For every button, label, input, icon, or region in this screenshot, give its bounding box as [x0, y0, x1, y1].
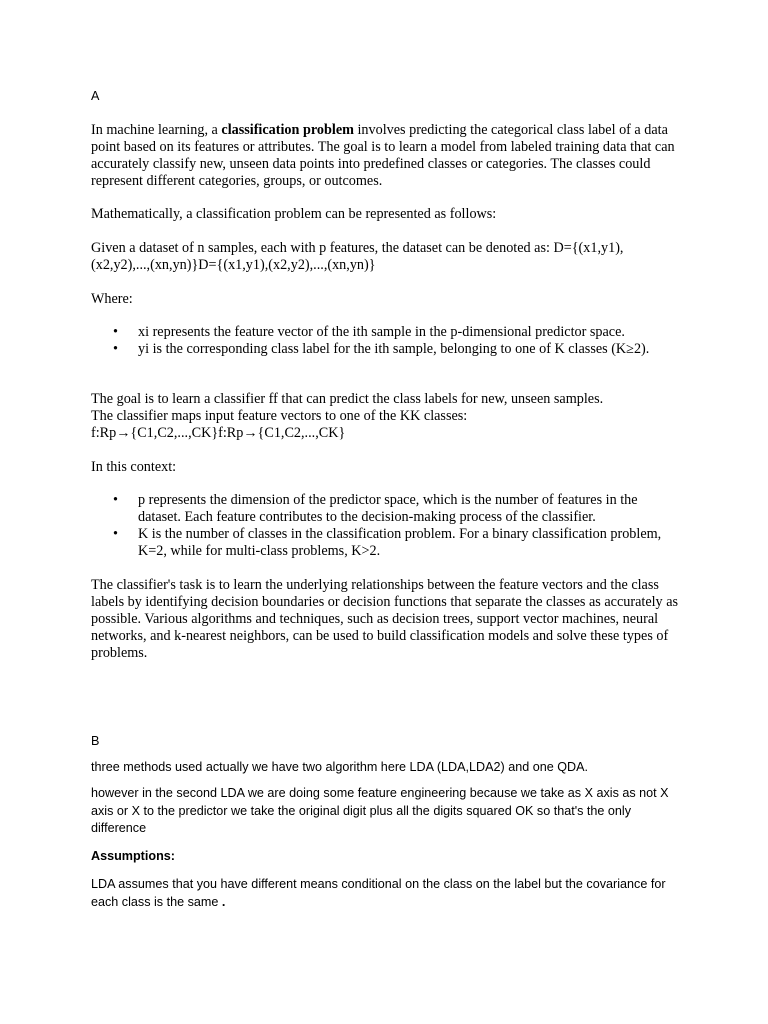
bullet-icon: • — [113, 525, 118, 542]
methods-paragraph: three methods used actually we have two algorithm here LDA (LDA,LDA2) and one QDA. — [91, 760, 589, 774]
conclusion-paragraph: The classifier's task is to learn the underlying relationships between the feature vectors and the class labels by identifying decision boundaries or decision functions that separate the classes as accurately as possible. Various algorithms and techniques, such as decision trees, support vector machines, neural networks, and k-nearest neighbors, can be used to build classification models and solve these types of problems. — [91, 577, 679, 661]
context-bullet-item-1 — [91, 492, 681, 526]
goal-line-1: The goal is to learn a classifier ff that can predict the class labels for new, unseen samples. — [91, 391, 604, 407]
context-bullet-item-2 — [91, 526, 681, 560]
assumptions-heading: Assumptions: — [91, 849, 175, 863]
context-bullet-text-2: K is the number of classes in the classification problem. For a binary classification problem, K=2, while for multi-class problems, K>2. — [138, 525, 662, 559]
where-label: Where: — [91, 291, 133, 307]
section-b-letter: B — [91, 734, 100, 748]
goal-line-2: The classifier maps input feature vectors to one of the KK classes: — [91, 407, 468, 424]
context-bullet-text-1: p represents the dimension of the predictor space, which is the number of features in the dataset. Each feature contributes to the decision-making process of the classifier. — [138, 492, 638, 525]
where-bullet-item-2 — [91, 341, 681, 358]
assumptions-period: . — [221, 894, 226, 909]
where-bullet-text-1: xi represents the feature vector of the ith sample in the p-dimensional predictor space. — [138, 324, 625, 340]
bullet-icon: • — [113, 340, 118, 357]
context-bullet-list — [91, 492, 681, 560]
assumptions-text: LDA assumes that you have different means conditional on the class on the label but the covariance for each class is the same — [91, 877, 666, 909]
where-bullet-list — [91, 324, 681, 358]
bullet-icon: • — [113, 492, 118, 508]
intro-text-end: involves predicting the categorical class label of a data point based on its features or attributes. The goal is to learn a model from labeled training data that can accurately classify new, unseen data points into predefined classes or categories. The classes could represent different categories, groups, or outcomes. — [91, 122, 675, 189]
goal-line-3: f:Rp→{C1,C2,...,CK}f:Rp→{C1,C2,...,CK} — [91, 424, 346, 441]
dataset-paragraph: Given a dataset of n samples, each with p features, the dataset can be denoted as: D={(x1,y1),(x2,y2),...,(xn,yn)}D={(x1,y1),(x2,y2),...,(xn,yn)} — [91, 240, 624, 273]
where-bullet-text-2: yi is the corresponding class label for the ith sample, belonging to one of K classes (K≥2). — [138, 340, 650, 357]
intro-text-start: In machine learning, a — [91, 122, 222, 138]
where-bullet-item-1 — [91, 324, 681, 341]
context-label: In this context: — [91, 459, 177, 475]
second-lda-paragraph: however in the second LDA we are doing some feature engineering because we take as X axis as not X axis or X to the predictor we take the original digit plus all the digits squared OK so that's the only difference — [91, 786, 669, 835]
math-intro-paragraph: Mathematically, a classification problem can be represented as follows: — [91, 206, 497, 222]
section-a-letter: A — [91, 89, 100, 103]
goal-paragraph — [91, 391, 681, 442]
bullet-icon: • — [113, 324, 118, 340]
assumptions-paragraph — [91, 876, 681, 911]
classification-intro-paragraph — [91, 122, 681, 190]
intro-bold-term: classification problem — [221, 122, 354, 138]
